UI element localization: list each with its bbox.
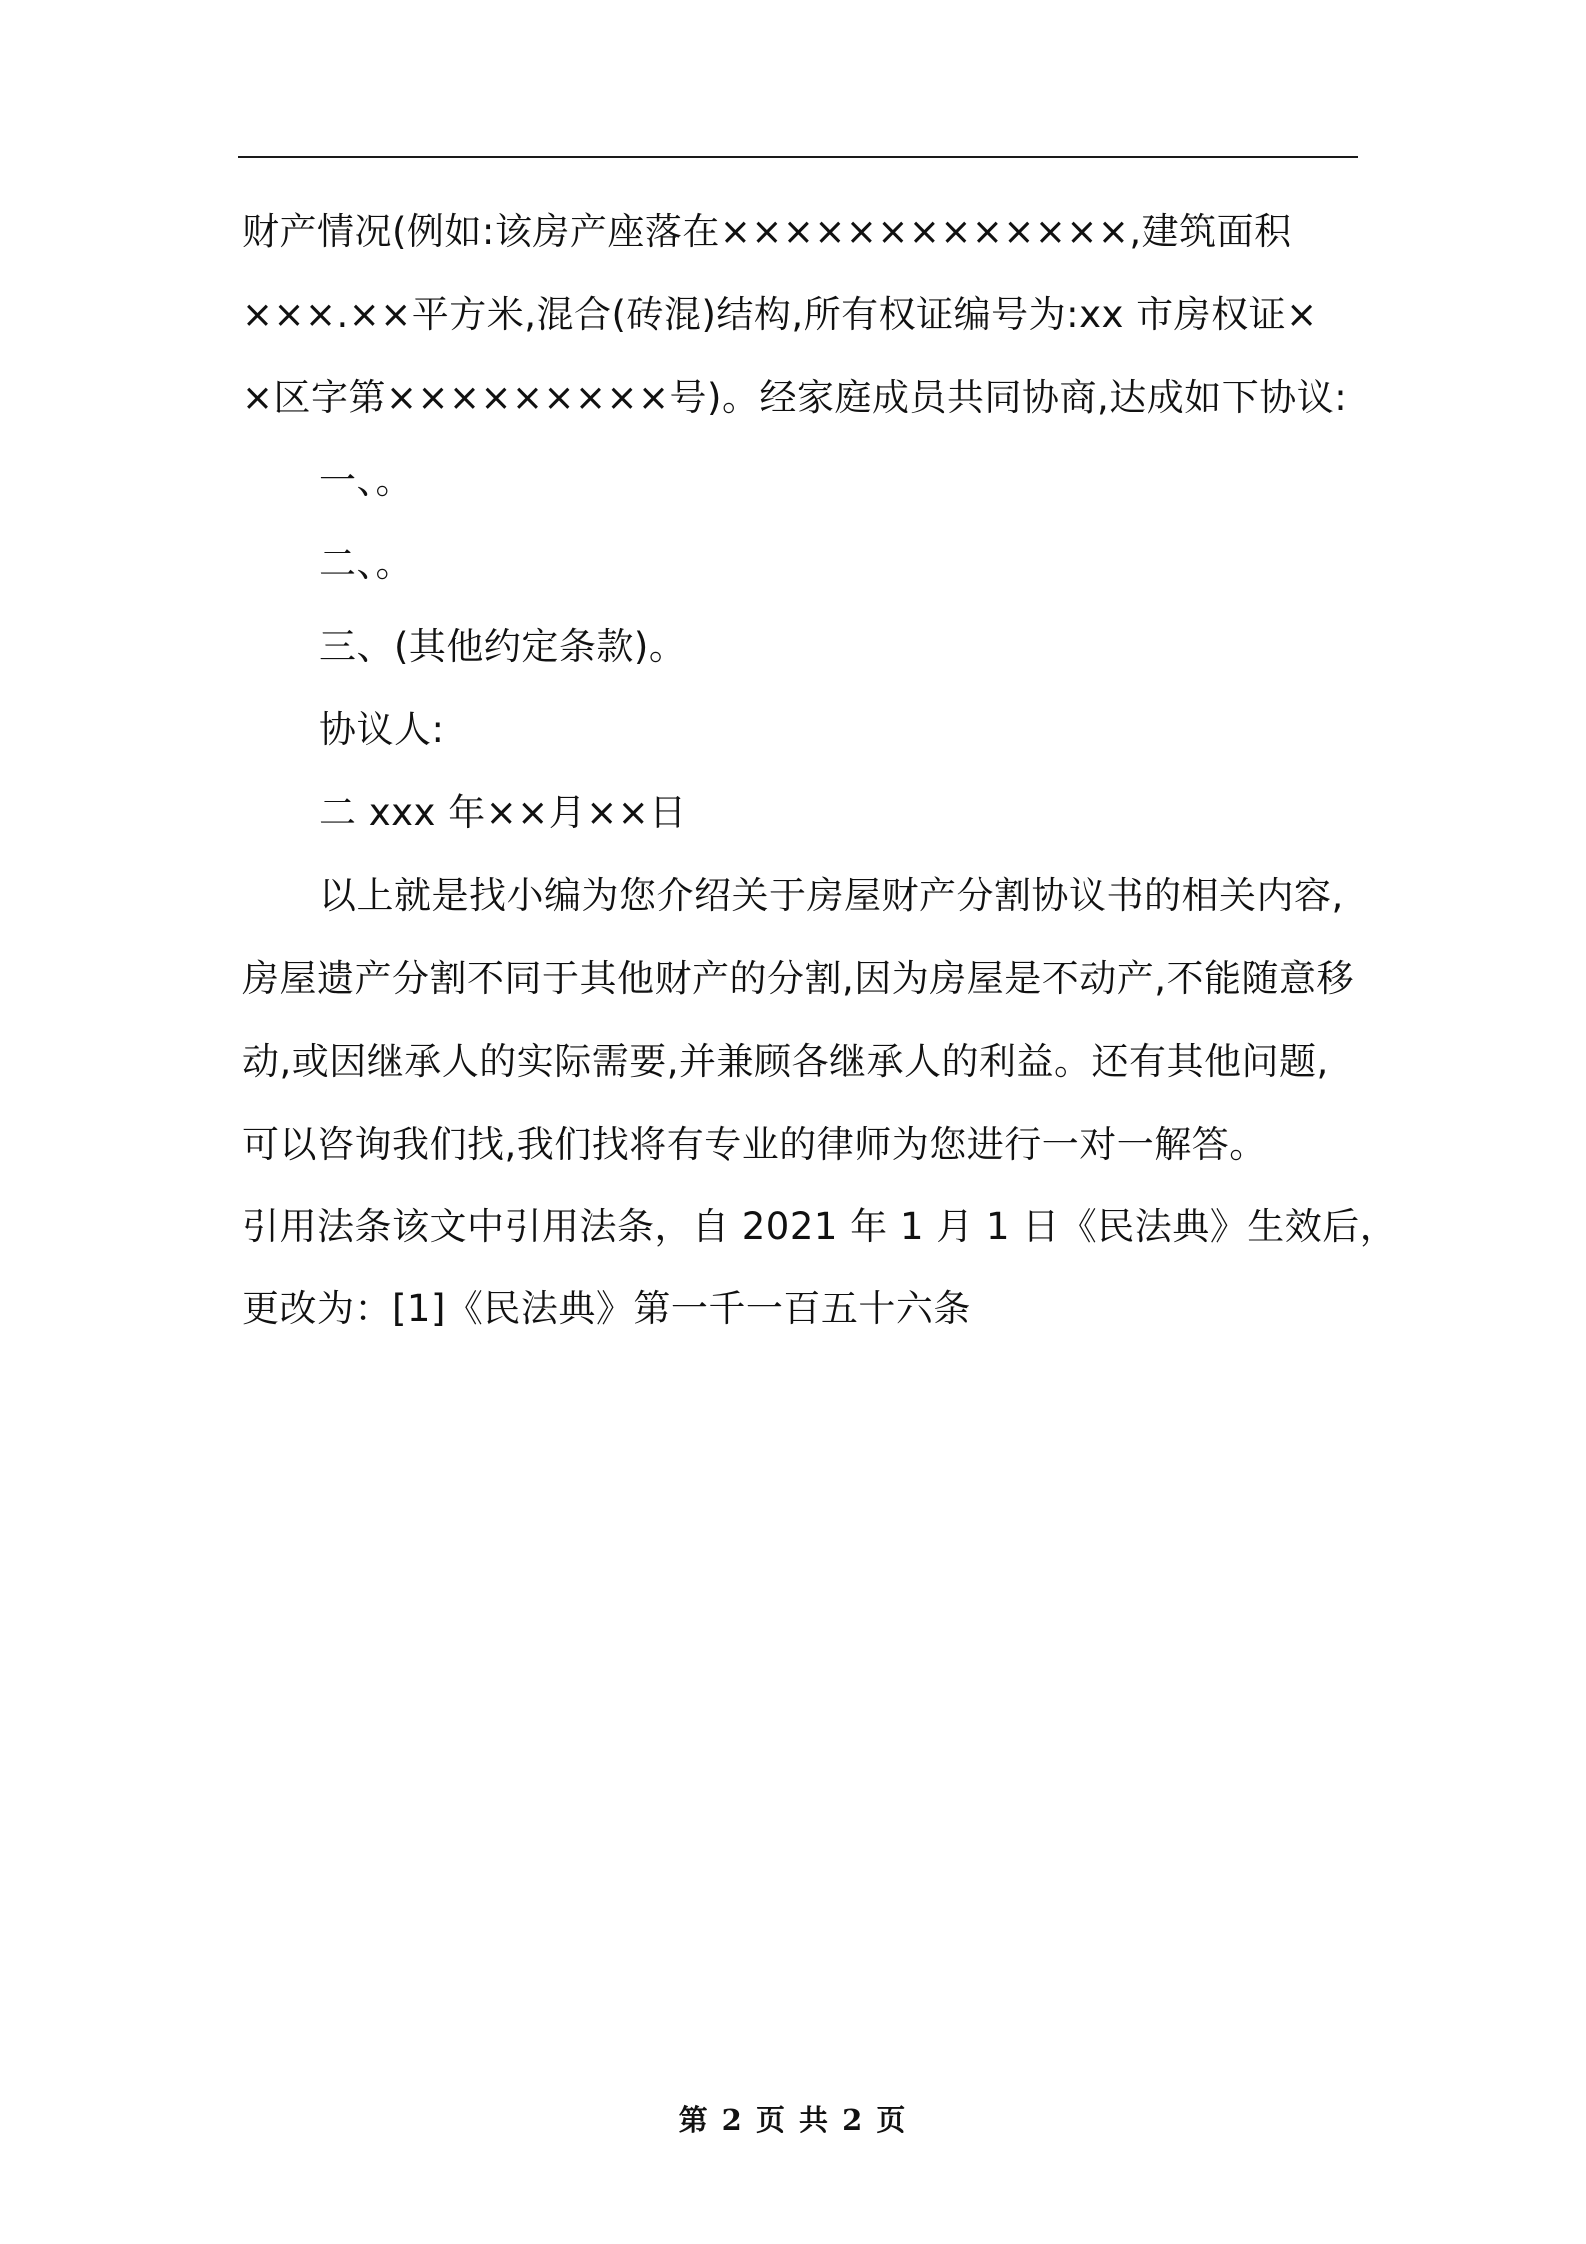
page-number: 第 2 页 共 2 页 <box>678 2103 908 2137</box>
agreement-date: 二 xxx 年××月××日 <box>319 791 687 834</box>
summary-line-1: 以上就是找小编为您介绍关于房屋财产分割协议书的相关内容, <box>319 874 1344 917</box>
summary-line-2: 房屋遗产分割不同于其他财产的分割,因为房屋是不动产,不能随意移 <box>242 957 1355 1000</box>
summary-line-4: 可以咨询我们找,我们找将有专业的律师为您进行一对一解答。 <box>242 1123 1267 1166</box>
property-description-line-3: ×区字第×××××××××号)。经家庭成员共同协商,达成如下协议: <box>242 376 1348 419</box>
clause-three: 三、(其他约定条款)。 <box>319 625 687 668</box>
signatories-label: 协议人: <box>319 708 445 751</box>
law-citation-line-1: 引用法条该文中引用法条，自 2021 年 1 月 1 日《民法典》生效后， <box>242 1205 1398 1248</box>
law-citation-line-2: 更改为：[1]《民法典》第一千一百五十六条 <box>242 1287 971 1330</box>
property-description-line-1: 财产情况(例如:该房产座落在×××××××××××××,建筑面积 <box>242 210 1292 253</box>
clause-two: 二、。 <box>319 542 413 585</box>
property-description-line-2: ×××.××平方米,混合(砖混)结构,所有权证编号为:xx 市房权证× <box>242 293 1318 336</box>
summary-line-3: 动,或因继承人的实际需要,并兼顾各继承人的利益。还有其他问题, <box>242 1040 1329 1083</box>
clause-one: 一、。 <box>319 459 413 502</box>
document-body <box>242 190 1398 1350</box>
header-rule <box>238 156 1358 158</box>
